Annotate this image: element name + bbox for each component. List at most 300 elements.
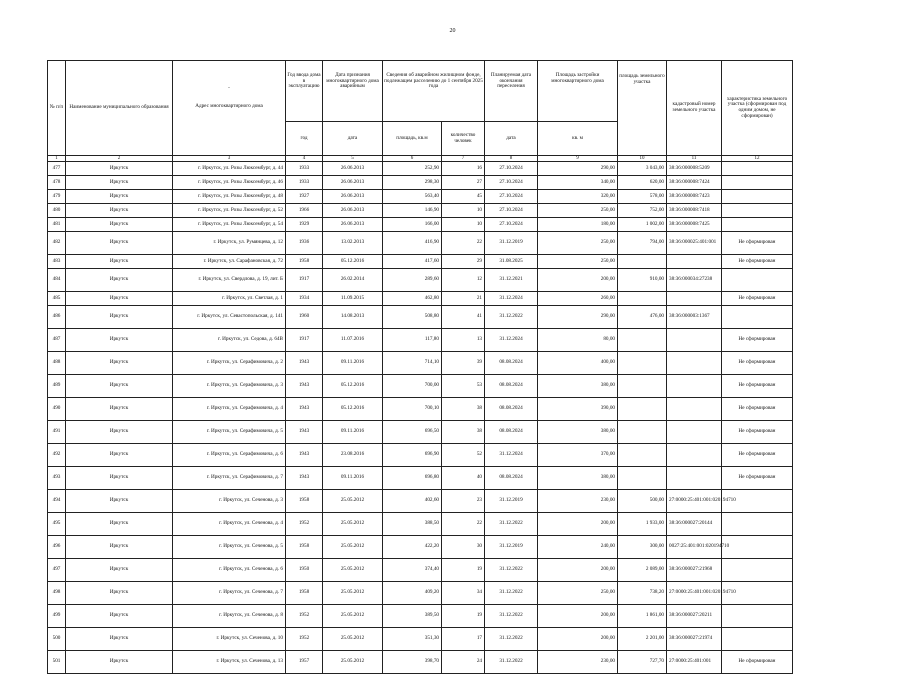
cell-people: 45 — [442, 190, 485, 204]
cell-land-characteristic — [722, 218, 793, 232]
cell-year: 1966 — [286, 204, 323, 218]
cell-cadastral — [667, 444, 722, 467]
header-num: № п/п — [48, 61, 66, 156]
cell-address: г. Иркутск, ул. Серафимовича, д. 5 — [173, 421, 286, 444]
cell-building-area: 380,00 — [538, 421, 618, 444]
cell-building-area: 200,00 — [538, 605, 618, 628]
cell-address: г. Иркутск, ул. Седова, д. 64В — [173, 329, 286, 352]
subheader-date: дата — [323, 122, 383, 156]
cell-address: г. Иркутск, ул. Сеченова, д. 7 — [173, 582, 286, 605]
cell-people: 19 — [442, 605, 485, 628]
cell-date-recognized: 26.06.2013 — [323, 190, 383, 204]
cell-land-characteristic: Не сформирован — [722, 232, 793, 255]
cell-people: 23 — [442, 490, 485, 513]
cell-date-recognized: 25.05.2012 — [323, 605, 383, 628]
cell-num: 486 — [48, 306, 66, 329]
cell-date-recognized: 09.11.2016 — [323, 352, 383, 375]
header-address-dash: - — [228, 85, 230, 92]
cell-building-area: 200,00 — [538, 513, 618, 536]
cell-land-characteristic — [722, 536, 793, 559]
table-body — [48, 162, 793, 674]
cell-municipality: Иркутск — [66, 467, 173, 490]
cell-building-area: 200,00 — [538, 628, 618, 651]
cell-num: 487 — [48, 329, 66, 352]
col-number: 10 — [618, 156, 667, 162]
cell-land-characteristic — [722, 513, 793, 536]
cell-planned-date: 31.12.2022 — [485, 306, 538, 329]
emergency-housing-table — [47, 60, 793, 674]
housing-table-container — [47, 60, 792, 674]
cell-num: 489 — [48, 375, 66, 398]
cell-land-area — [618, 467, 667, 490]
cell-planned-date: 31.12.2022 — [485, 513, 538, 536]
cell-year: 1943 — [286, 352, 323, 375]
cell-num: 499 — [48, 605, 66, 628]
cell-land-area: 578,00 — [618, 190, 667, 204]
cell-area: 409,20 — [383, 582, 442, 605]
cell-building-area: 250,00 — [538, 582, 618, 605]
cell-building-area: 400,00 — [538, 352, 618, 375]
header-building-area: Площадь застройки многоквартирного дома — [538, 61, 618, 122]
cell-people: 41 — [442, 306, 485, 329]
table-row — [48, 329, 793, 352]
cell-cadastral — [667, 467, 722, 490]
col-number: 3 — [173, 156, 286, 162]
cell-area: 696,80 — [383, 467, 442, 490]
cell-cadastral: 38:36:000027:20211 — [667, 605, 722, 628]
cell-area: 416,90 — [383, 232, 442, 255]
header-year-commissioned: Год ввода дома в эксплуатацию — [286, 61, 323, 122]
cell-date-recognized: 23.08.2016 — [323, 444, 383, 467]
col-number: 7 — [442, 156, 485, 162]
cell-municipality: Иркутск — [66, 352, 173, 375]
cell-date-recognized: 26.06.2013 — [323, 176, 383, 190]
cell-date-recognized: 11.09.2015 — [323, 292, 383, 306]
cell-area: 166,00 — [383, 218, 442, 232]
cell-planned-date: 27.10.2024 — [485, 176, 538, 190]
cell-area: 388,50 — [383, 513, 442, 536]
cell-year: 1943 — [286, 398, 323, 421]
cell-land-area: 727,70 — [618, 651, 667, 674]
cell-people: 10 — [442, 218, 485, 232]
cell-date-recognized: 25.05.2012 — [323, 628, 383, 651]
cell-planned-date: 31.12.2024 — [485, 329, 538, 352]
table-row — [48, 352, 793, 375]
cell-year: 1950 — [286, 559, 323, 582]
cell-land-area: 620,00 — [618, 176, 667, 190]
cell-land-characteristic: Не сформирован — [722, 444, 793, 467]
cell-planned-date: 31.12.2019 — [485, 536, 538, 559]
table-row — [48, 628, 793, 651]
cell-year: 1952 — [286, 605, 323, 628]
table-header — [48, 61, 793, 162]
cell-building-area: 340,00 — [538, 176, 618, 190]
cell-area: 402,60 — [383, 490, 442, 513]
cell-people: 38 — [442, 421, 485, 444]
cell-people: 30 — [442, 536, 485, 559]
cell-land-area: 3 043,00 — [618, 162, 667, 176]
cell-cadastral — [667, 375, 722, 398]
cell-address: г. Иркутск, ул. Сеченова, д. 5 — [173, 536, 286, 559]
cell-date-recognized: 26.06.2013 — [323, 218, 383, 232]
cell-planned-date: 31.12.2021 — [485, 269, 538, 292]
cell-building-area: 240,00 — [538, 536, 618, 559]
cell-area: 563,40 — [383, 190, 442, 204]
cell-planned-date: 31.12.2024 — [485, 292, 538, 306]
cell-land-characteristic: Не сформирован — [722, 375, 793, 398]
cell-building-area: 380,00 — [538, 375, 618, 398]
cell-cadastral — [667, 329, 722, 352]
table-row — [48, 269, 793, 292]
cell-land-characteristic: Не сформирован — [722, 651, 793, 674]
cell-planned-date: 27.10.2024 — [485, 218, 538, 232]
cell-num: 490 — [48, 398, 66, 421]
cell-building-area: 200,00 — [538, 269, 618, 292]
table-row — [48, 444, 793, 467]
table-row — [48, 467, 793, 490]
cell-land-area — [618, 398, 667, 421]
cell-municipality: Иркутск — [66, 651, 173, 674]
cell-cadastral: 38:36:000008:7418 — [667, 204, 722, 218]
cell-date-recognized: 25.05.2012 — [323, 513, 383, 536]
cell-cadastral — [667, 398, 722, 421]
cell-municipality: Иркутск — [66, 269, 173, 292]
cell-building-area: 390,00 — [538, 398, 618, 421]
cell-cadastral: 38:36:000008:5209 — [667, 162, 722, 176]
cell-municipality: Иркутск — [66, 292, 173, 306]
subheader-year: год — [286, 122, 323, 156]
cell-land-characteristic — [722, 176, 793, 190]
cell-planned-date: 08.08.2024 — [485, 421, 538, 444]
cell-address: г. Иркутск, ул. Розы Люксембург, д. 52 — [173, 204, 286, 218]
cell-cadastral: 38:36:000008:7424 — [667, 176, 722, 190]
cell-address: г. Иркутск, ул. Серафимовича, д. 3 — [173, 375, 286, 398]
cell-people: 38 — [442, 398, 485, 421]
cell-people: 16 — [442, 162, 485, 176]
cell-num: 480 — [48, 204, 66, 218]
cell-date-recognized: 26.06.2013 — [323, 204, 383, 218]
cell-land-area: 794,00 — [618, 232, 667, 255]
cell-building-area: 230,00 — [538, 490, 618, 513]
table-row — [48, 306, 793, 329]
cell-address: г. Иркутск, ул. Румянцева, д. 12 — [173, 232, 286, 255]
cell-people: 19 — [442, 559, 485, 582]
cell-area: 696,90 — [383, 444, 442, 467]
cell-municipality: Иркутск — [66, 218, 173, 232]
cell-date-recognized: 09.11.2016 — [323, 467, 383, 490]
cell-land-area — [618, 421, 667, 444]
cell-num: 492 — [48, 444, 66, 467]
col-number: 4 — [286, 156, 323, 162]
cell-num: 501 — [48, 651, 66, 674]
cell-planned-date: 31.12.2019 — [485, 232, 538, 255]
cell-num: 488 — [48, 352, 66, 375]
cell-date-recognized: 11.07.2016 — [323, 329, 383, 352]
cell-planned-date: 31.08.2025 — [485, 255, 538, 269]
cell-address: г. Иркутск, ул. Сеченова, д. 8 — [173, 605, 286, 628]
cell-land-characteristic — [722, 559, 793, 582]
cell-land-area — [618, 255, 667, 269]
cell-building-area: 250,00 — [538, 232, 618, 255]
col-number: 11 — [667, 156, 722, 162]
cell-land-characteristic: Не сформирован — [722, 292, 793, 306]
cell-year: 1960 — [286, 306, 323, 329]
cell-address: г. Иркутск, ул. Сеченова, д. 13 — [173, 651, 286, 674]
cell-cadastral: 0027:25:401:001:020194710 — [667, 536, 722, 559]
cell-num: 493 — [48, 467, 66, 490]
cell-year: 1958 — [286, 255, 323, 269]
cell-year: 1917 — [286, 269, 323, 292]
cell-area: 696,50 — [383, 421, 442, 444]
cell-date-recognized: 25.05.2012 — [323, 559, 383, 582]
col-number: 12 — [722, 156, 793, 162]
table-row — [48, 176, 793, 190]
cell-land-characteristic — [722, 306, 793, 329]
header-land-characteristic: характеристика земельного участка (сформирован под одним домом, не сформирован) — [722, 61, 793, 156]
cell-cadastral: 38:36:000034:27238 — [667, 269, 722, 292]
subheader-date2: дата — [485, 122, 538, 156]
cell-address: г. Иркутск, ул. Сеченова, д. 4 — [173, 513, 286, 536]
cell-num: 491 — [48, 421, 66, 444]
cell-people: 17 — [442, 628, 485, 651]
cell-area: 462,80 — [383, 292, 442, 306]
subheader-sqm: кв. м — [538, 122, 618, 156]
cell-people: 24 — [442, 651, 485, 674]
cell-cadastral: 38:36:000003:1367 — [667, 306, 722, 329]
cell-year: 1952 — [286, 513, 323, 536]
cell-municipality: Иркутск — [66, 255, 173, 269]
cell-planned-date: 08.08.2024 — [485, 398, 538, 421]
cell-land-area: 752,00 — [618, 204, 667, 218]
cell-cadastral: 38:36:000025:401:001 — [667, 232, 722, 255]
cell-building-area: 180,00 — [538, 218, 618, 232]
cell-date-recognized: 25.05.2012 — [323, 582, 383, 605]
header-address-label: Адрес многоквартирного дома — [195, 103, 263, 109]
cell-planned-date: 31.12.2022 — [485, 605, 538, 628]
cell-planned-date: 31.12.2022 — [485, 651, 538, 674]
cell-year: 1917 — [286, 329, 323, 352]
cell-municipality: Иркутск — [66, 421, 173, 444]
cell-land-characteristic — [722, 269, 793, 292]
cell-municipality: Иркутск — [66, 162, 173, 176]
cell-date-recognized: 25.05.2012 — [323, 490, 383, 513]
cell-year: 1929 — [286, 218, 323, 232]
table-row — [48, 605, 793, 628]
cell-num: 484 — [48, 269, 66, 292]
subheader-people: количество человек — [442, 122, 485, 156]
cell-people: 22 — [442, 232, 485, 255]
cell-municipality: Иркутск — [66, 204, 173, 218]
cell-year: 1958 — [286, 490, 323, 513]
cell-land-area — [618, 444, 667, 467]
cell-date-recognized: 26.06.2013 — [323, 162, 383, 176]
cell-num: 485 — [48, 292, 66, 306]
cell-municipality: Иркутск — [66, 398, 173, 421]
cell-building-area: 80,00 — [538, 329, 618, 352]
cell-address: г. Иркутск, ул. Розы Люксембург, д. 54 — [173, 218, 286, 232]
cell-date-recognized: 09.11.2016 — [323, 421, 383, 444]
cell-area: 422,20 — [383, 536, 442, 559]
cell-address: г. Иркутск, ул. Свердлова, д. 19, лит. Б — [173, 269, 286, 292]
header-info-group: Сведения об аварийном жилищном фонде, подлежащем расселению до 1 сентября 2025 года — [383, 61, 485, 122]
cell-cadastral: 27:0000:25:401:001:020194710 — [667, 582, 722, 605]
cell-building-area: 370,00 — [538, 444, 618, 467]
cell-land-characteristic: Не сформирован — [722, 255, 793, 269]
cell-land-area: 2 089,00 — [618, 559, 667, 582]
cell-num: 497 — [48, 559, 66, 582]
cell-date-recognized: 05.12.2016 — [323, 255, 383, 269]
cell-municipality: Иркутск — [66, 513, 173, 536]
cell-area: 700,00 — [383, 375, 442, 398]
cell-planned-date: 27.10.2024 — [485, 190, 538, 204]
cell-num: 483 — [48, 255, 66, 269]
cell-municipality: Иркутск — [66, 628, 173, 651]
table-row — [48, 490, 793, 513]
cell-cadastral: 27:0000:25:401:001:020194710 — [667, 490, 722, 513]
cell-municipality: Иркутск — [66, 605, 173, 628]
cell-planned-date: 27.10.2024 — [485, 204, 538, 218]
cell-address: г. Иркутск, ул. Серафимовича, д. 7 — [173, 467, 286, 490]
cell-num: 482 — [48, 232, 66, 255]
cell-land-area: 476,00 — [618, 306, 667, 329]
cell-people: 40 — [442, 467, 485, 490]
cell-land-area — [618, 375, 667, 398]
subheader-area: площадь, кв.м — [383, 122, 442, 156]
cell-land-area: 1 933,00 — [618, 513, 667, 536]
cell-land-characteristic: Не сформирован — [722, 352, 793, 375]
cell-num: 477 — [48, 162, 66, 176]
cell-planned-date: 31.12.2022 — [485, 559, 538, 582]
cell-planned-date: 31.12.2022 — [485, 582, 538, 605]
cell-municipality: Иркутск — [66, 329, 173, 352]
cell-people: 29 — [442, 255, 485, 269]
cell-land-characteristic: Не сформирован — [722, 421, 793, 444]
cell-people: 10 — [442, 204, 485, 218]
cell-land-area: 910,00 — [618, 269, 667, 292]
cell-planned-date: 31.12.2019 — [485, 490, 538, 513]
cell-municipality: Иркутск — [66, 559, 173, 582]
cell-land-characteristic — [722, 204, 793, 218]
cell-land-characteristic — [722, 605, 793, 628]
header-cadastral: кадастровый номер земельного участка — [667, 61, 722, 156]
cell-area: 700,10 — [383, 398, 442, 421]
cell-num: 478 — [48, 176, 66, 190]
cell-land-characteristic: Не сформирован — [722, 329, 793, 352]
cell-address: г. Иркутск, ул. Светлая, д. 1 — [173, 292, 286, 306]
col-number: 5 — [323, 156, 383, 162]
cell-area: 252,90 — [383, 162, 442, 176]
cell-date-recognized: 13.02.2013 — [323, 232, 383, 255]
cell-land-area — [618, 352, 667, 375]
cell-num: 500 — [48, 628, 66, 651]
table-row — [48, 162, 793, 176]
cell-num: 494 — [48, 490, 66, 513]
cell-municipality: Иркутск — [66, 232, 173, 255]
cell-municipality: Иркутск — [66, 306, 173, 329]
cell-municipality: Иркутск — [66, 490, 173, 513]
table-row — [48, 232, 793, 255]
header-address — [173, 61, 286, 156]
cell-year: 1933 — [286, 162, 323, 176]
cell-address: г. Иркутск, ул. Сеченова, д. 3 — [173, 490, 286, 513]
cell-building-area: 290,00 — [538, 306, 618, 329]
page-number: 20 — [449, 28, 456, 34]
cell-people: 12 — [442, 269, 485, 292]
cell-area: 389,50 — [383, 605, 442, 628]
cell-address: г. Иркутск, ул. Серафимовича, д. 6 — [173, 444, 286, 467]
col-number: 8 — [485, 156, 538, 162]
cell-municipality: Иркутск — [66, 176, 173, 190]
cell-cadastral — [667, 292, 722, 306]
cell-planned-date: 08.08.2024 — [485, 375, 538, 398]
cell-building-area: 380,00 — [538, 467, 618, 490]
table-row — [48, 218, 793, 232]
cell-cadastral: 27:0000:25:401:001 — [667, 651, 722, 674]
cell-num: 496 — [48, 536, 66, 559]
cell-area: 714,10 — [383, 352, 442, 375]
cell-address: г. Иркутск, ул. Сарафановская, д. 72 — [173, 255, 286, 269]
table-row — [48, 536, 793, 559]
table-row — [48, 375, 793, 398]
cell-cadastral — [667, 255, 722, 269]
table-row — [48, 559, 793, 582]
cell-num: 481 — [48, 218, 66, 232]
cell-land-area: 1 002,00 — [618, 218, 667, 232]
cell-area: 289,60 — [383, 269, 442, 292]
cell-land-area — [618, 292, 667, 306]
col-number: 2 — [66, 156, 173, 162]
cell-year: 1943 — [286, 375, 323, 398]
cell-land-characteristic: Не сформирован — [722, 467, 793, 490]
cell-area: 146,90 — [383, 204, 442, 218]
cell-area: 508,80 — [383, 306, 442, 329]
cell-year: 1943 — [286, 421, 323, 444]
cell-year: 1927 — [286, 190, 323, 204]
cell-area: 298,30 — [383, 176, 442, 190]
cell-building-area: 290,00 — [538, 162, 618, 176]
cell-cadastral: 38:36:000008:7425 — [667, 218, 722, 232]
cell-year: 1958 — [286, 536, 323, 559]
cell-year: 1933 — [286, 176, 323, 190]
cell-planned-date: 31.12.2022 — [485, 628, 538, 651]
table-row — [48, 421, 793, 444]
header-planned-date: Планируемая дата окончания переселения — [485, 61, 538, 122]
cell-address: г. Иркутск, ул. Розы Люксембург, д. 48 — [173, 190, 286, 204]
cell-area: 351,30 — [383, 628, 442, 651]
cell-land-characteristic — [722, 628, 793, 651]
cell-building-area: 250,00 — [538, 255, 618, 269]
cell-land-area: 300,00 — [618, 536, 667, 559]
cell-land-characteristic — [722, 162, 793, 176]
col-number: 6 — [383, 156, 442, 162]
cell-address: г. Иркутск, ул. Сеченова, д. 6 — [173, 559, 286, 582]
cell-cadastral: 38:36:000008:7423 — [667, 190, 722, 204]
cell-people: 52 — [442, 444, 485, 467]
cell-area: 374,40 — [383, 559, 442, 582]
table-row — [48, 582, 793, 605]
cell-date-recognized: 05.12.2016 — [323, 375, 383, 398]
cell-address: г. Иркутск, ул. Розы Люксембург, д. 46 — [173, 176, 286, 190]
cell-building-area: 250,00 — [538, 204, 618, 218]
cell-cadastral — [667, 352, 722, 375]
cell-planned-date: 08.08.2024 — [485, 467, 538, 490]
cell-building-area: 230,00 — [538, 651, 618, 674]
cell-address: г. Иркутск, ул. Розы Люксембург, д. 44 — [173, 162, 286, 176]
header-municipality: Наименование муниципального образования — [66, 61, 173, 156]
cell-planned-date: 27.10.2024 — [485, 162, 538, 176]
cell-cadastral: 38:36:000027:21968 — [667, 559, 722, 582]
cell-people: 22 — [442, 513, 485, 536]
